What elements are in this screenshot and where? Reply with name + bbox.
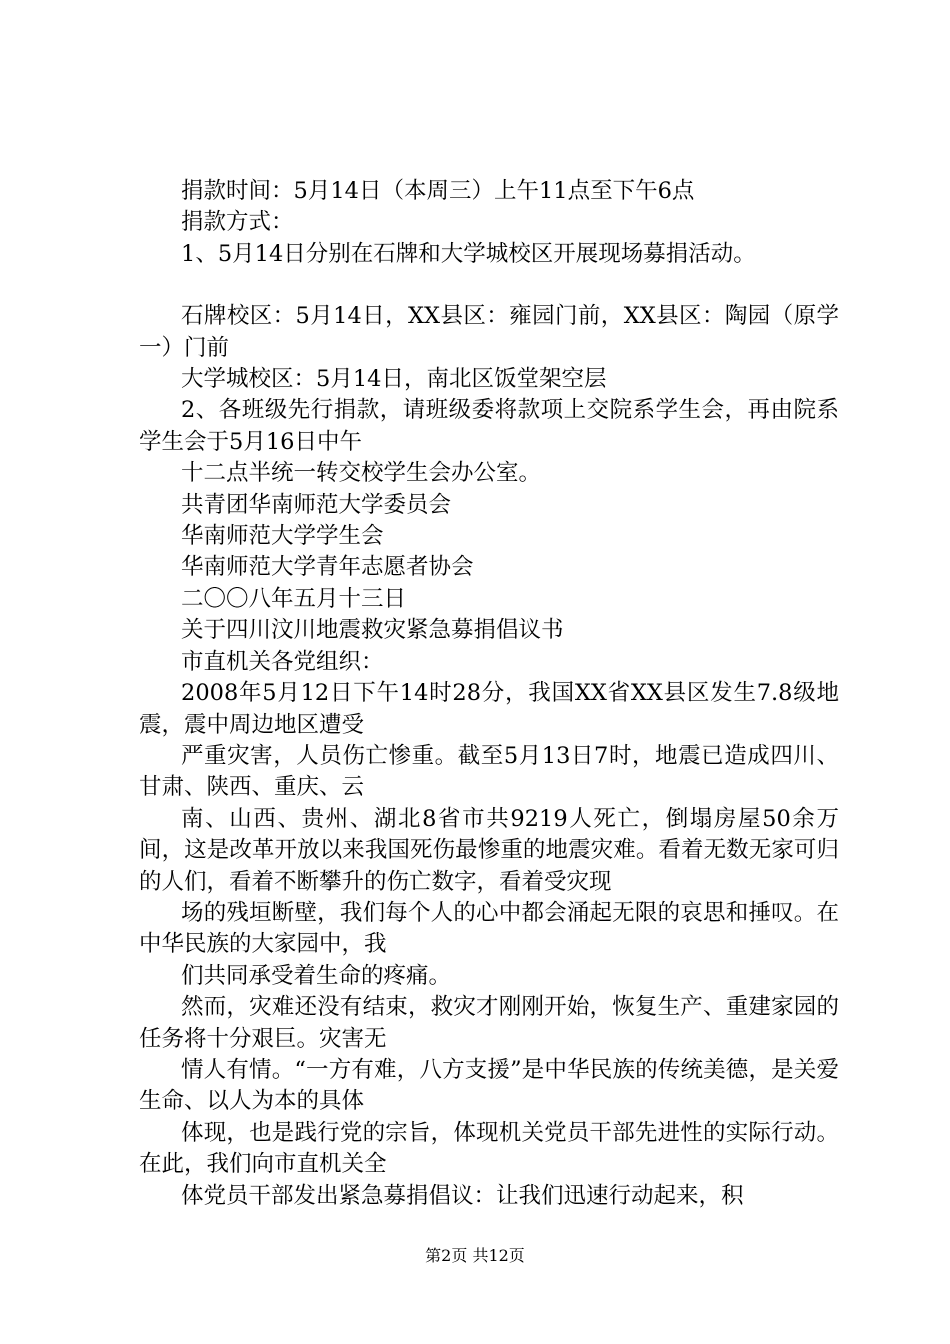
paragraph-shipai-campus: 石牌校区：5月14日，XX县区：雍园门前，XX县区：陶园（原学一）门前 <box>139 303 839 361</box>
proposal-paragraph-4: 场的残垣断壁，我们每个人的心中都会涌起无限的哀思和捶叹。在中华民族的大家园中，我 <box>139 899 839 958</box>
proposal-paragraph-5: 们共同承受着生命的疼痛。 <box>181 962 452 989</box>
signature-youth-league: 共青团华南师范大学委员会 <box>181 491 452 518</box>
signature-date: 二〇〇八年五月十三日 <box>181 585 407 612</box>
proposal-paragraph-8: 体现，也是践行党的宗旨，体现机关党员干部先进性的实际行动。在此，我们向市直机关全 <box>139 1119 839 1178</box>
paragraph-donation-method: 捐款方式： <box>181 209 294 236</box>
proposal-paragraph-6: 然而，灾难还没有结束，救灾才刚刚开始，恢复生产、重建家园的任务将十分艰巨。灾害无 <box>139 994 839 1052</box>
proposal-paragraph-7: 情人有情。“一方有难，八方支援”是中华民族的传统美德，是关爱生命、以人为本的具体 <box>139 1056 839 1115</box>
paragraph-university-town-campus: 大学城校区：5月14日，南北区饭堂架空层 <box>181 366 607 393</box>
document-body <box>139 176 839 1212</box>
proposal-paragraph-9: 体党员干部发出紧急募捐倡议：让我们迅速行动起来，积 <box>181 1182 744 1209</box>
proposal-paragraph-3: 南、山西、贵州、湖北8省市共9219人死亡，倒塌房屋50余万间，这是改革开放以来我国死伤最惨重的地震灾难。看着无数无家可归的人们，看着不断攀升的伤亡数字，看着受灾现 <box>139 805 839 895</box>
proposal-title: 关于四川汶川地震救灾紧急募捐倡议书 <box>181 617 564 644</box>
proposal-paragraph-2: 严重灾害，人员伤亡惨重。截至5月13日7时，地震已造成四川、甘肃、陕西、重庆、云 <box>139 742 839 801</box>
proposal-paragraph-1: 2008年5月12日下午14时28分，我国XX省XX县区发生7.8级地震，震中周边地区遭受 <box>139 680 839 738</box>
signature-volunteer-association: 华南师范大学青年志愿者协会 <box>181 554 474 581</box>
paragraph-donation-time: 捐款时间：5月14日（本周三）上午11点至下午6点 <box>181 178 695 204</box>
page-footer: 第2页 共12页 <box>425 1246 525 1265</box>
proposal-salutation: 市直机关各党组织： <box>181 648 384 675</box>
signature-student-union: 华南师范大学学生会 <box>181 523 384 550</box>
paragraph-method-2-cont: 十二点半统一转交校学生会办公室。 <box>181 460 542 487</box>
paragraph-method-1: 1、5月14日分别在石牌和大学城校区开展现场募捐活动。 <box>181 240 756 267</box>
paragraph-method-2: 2、各班级先行捐款，请班级委将款项上交院系学生会，再由院系学生会于5月16日中午 <box>139 397 839 455</box>
